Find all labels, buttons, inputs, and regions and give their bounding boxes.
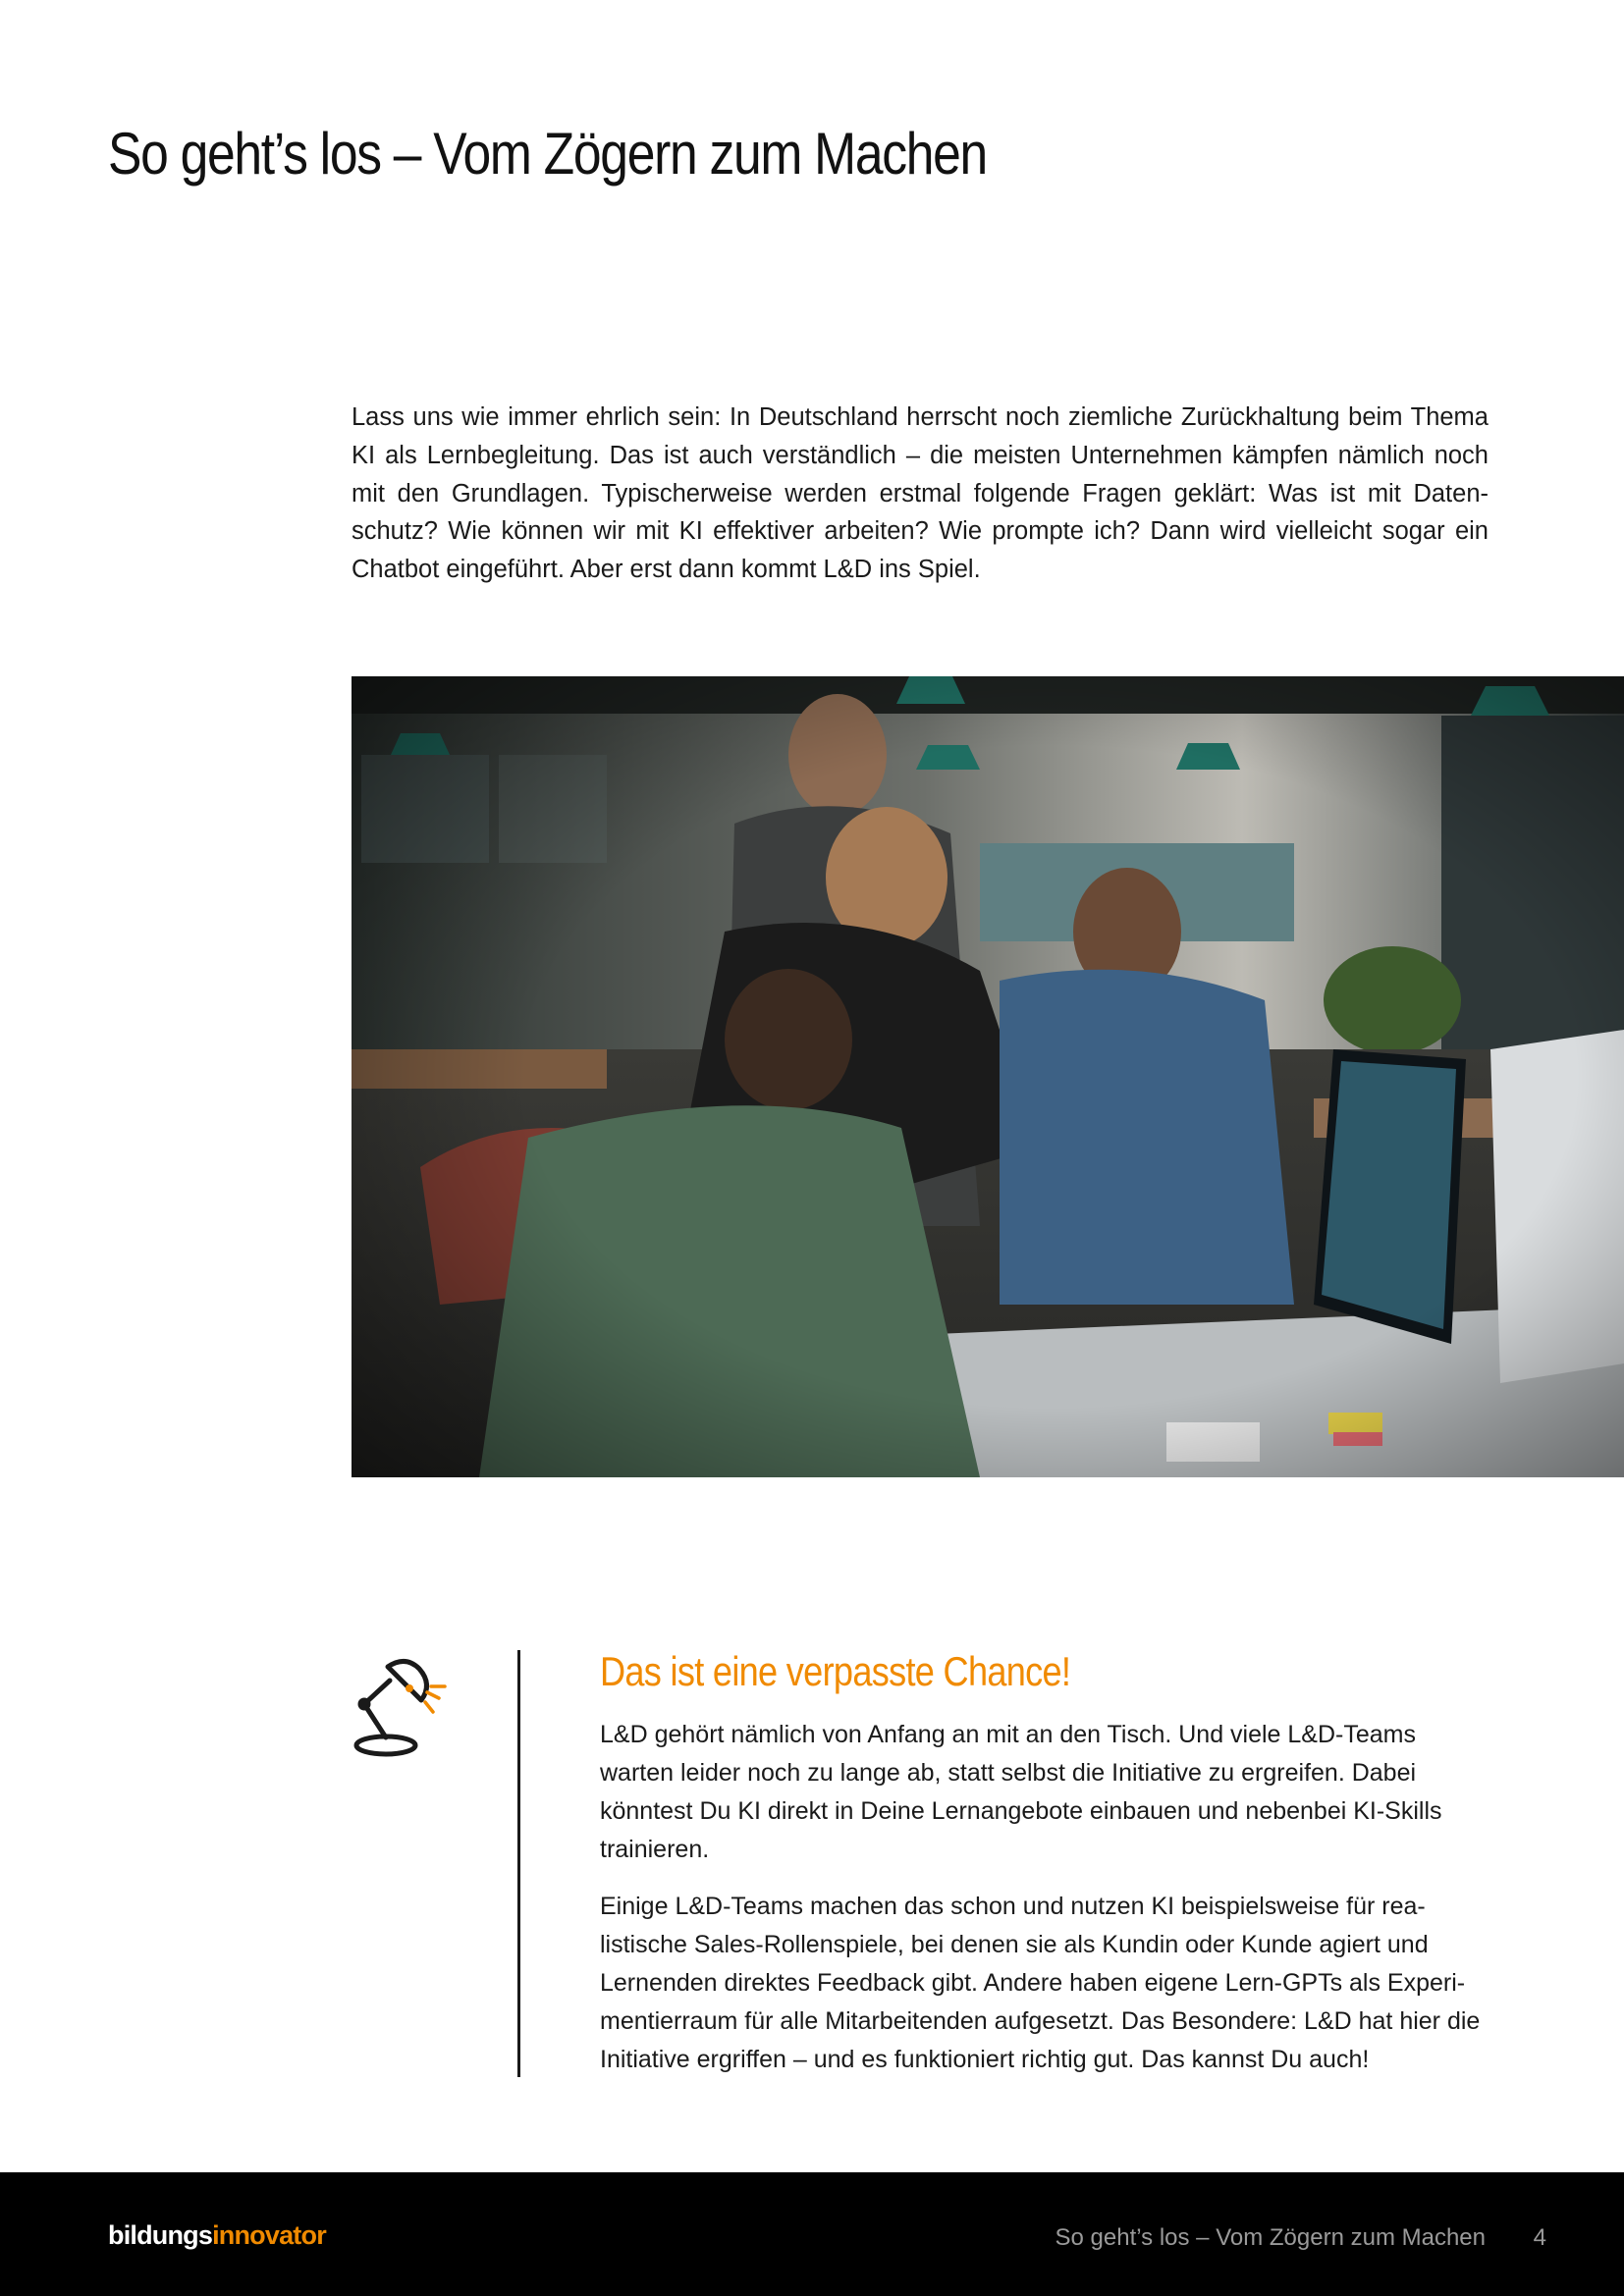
callout-paragraph-1: L&D gehört nämlich von Anfang an mit an den Tisch. Und viele L&D-Teams warten leider noch zu lange ab, statt selbst die Initiative zu ergreifen. Dabei könntest Du KI direkt in Deine Lernangebote einbauen und nebenbei KI-Skills trainieren. [600, 1721, 1442, 1863]
callout-divider [517, 1650, 520, 2077]
logo-text-primary: bildungs [108, 2220, 213, 2250]
footer-chapter-title: So geht’s los – Vom Zögern zum Machen [1055, 2224, 1486, 2251]
footer-logo [108, 2220, 326, 2251]
desk-lamp-icon [349, 1647, 452, 1760]
callout-paragraph-2: Einige L&D-Teams machen das schon und nutzen KI beispielsweise für realistische Sales-Rollenspiele, bei denen sie als Kundin oder Kunde agiert und Lernenden direktes Feedback gibt. Andere haben eigene Lern-GPTs als Experimentierraum für alle Mitarbeitenden aufgesetzt. Das Besondere: L&D hat hier die Initiative ergriffen – und es funktioniert richtig gut. Das kannst Du auch! [600, 1893, 1481, 2073]
callout-heading: Das ist eine verpasste Chance! [600, 1648, 1071, 1694]
page-number: 4 [1533, 2224, 1546, 2251]
footer [0, 2172, 1624, 2296]
page-title: So geht’s los – Vom Zögern zum Machen [108, 121, 987, 187]
callout-box [600, 1645, 1493, 2098]
intro-paragraph: Lass uns wie immer ehrlich sein: In Deutschland herrscht noch ziemliche Zurückhaltung beim Thema KI als Lernbegleitung. Das ist auch verständlich – die meisten Unternehmen kämpfen nämlich noch mit den Grundlagen. Typischerweise werden erstmal folgende Fragen geklärt: Was ist mit Datenschutz? Wie können wir mit KI effektiver arbeiten? Wie prompte ich? Dann wird vielleicht sogar ein Chatbot eingeführt. Aber erst dann kommt L&D ins Spiel. [352, 403, 1489, 584]
logo-text-accent: innovator [212, 2220, 326, 2250]
team-office-photo [352, 676, 1624, 1477]
